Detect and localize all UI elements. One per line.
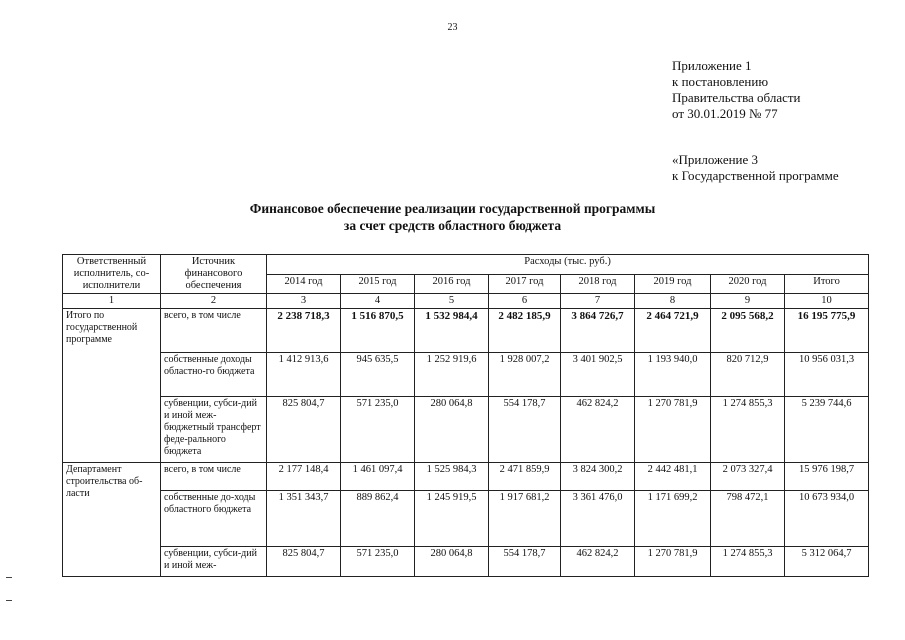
column-number: 7 [561,294,635,309]
source-cell: субвенции, субси-дий и иной меж-бюджетный трансферт феде-рального бюджета [161,397,267,463]
header-year: 2017 год [489,274,561,294]
value-cell: 798 472,1 [711,491,785,547]
document-title [0,200,905,234]
appendix-line: Приложение 1 [672,58,752,73]
column-number: 4 [341,294,415,309]
value-cell: 1 461 097,4 [341,463,415,491]
value-cell: 5 312 064,7 [785,547,869,577]
appendix-line: от 30.01.2019 № 77 [672,106,778,121]
value-cell: 1 525 984,3 [415,463,489,491]
header-year: 2015 год [341,274,415,294]
appendix-line: «Приложение 3 [672,152,759,167]
value-cell: 1 245 919,5 [415,491,489,547]
appendix-line: к Государственной программе [672,168,839,183]
column-number: 5 [415,294,489,309]
value-cell: 2 442 481,1 [635,463,711,491]
table-row [63,463,869,491]
value-cell: 1 532 984,4 [415,309,489,353]
value-cell: 945 635,5 [341,353,415,397]
value-cell: 280 064,8 [415,547,489,577]
column-number: 10 [785,294,869,309]
header-row [63,255,869,275]
value-cell: 3 401 902,5 [561,353,635,397]
value-cell: 1 274 855,3 [711,547,785,577]
header-year: 2018 год [561,274,635,294]
financing-table [62,254,869,577]
value-cell: 3 824 300,2 [561,463,635,491]
header-year: 2020 год [711,274,785,294]
column-number: 2 [161,294,267,309]
value-cell: 554 178,7 [489,547,561,577]
value-cell: 825 804,7 [267,547,341,577]
header-year: 2014 год [267,274,341,294]
header-total: Итого [785,274,869,294]
value-cell: 554 178,7 [489,397,561,463]
column-number: 6 [489,294,561,309]
value-cell: 10 673 934,0 [785,491,869,547]
value-cell: 15 976 198,7 [785,463,869,491]
value-cell: 2 238 718,3 [267,309,341,353]
source-cell: всего, в том числе [161,463,267,491]
appendix-block [672,58,839,184]
header-source: Источник финансового обеспечения [161,255,267,294]
header-responsible: Ответственный исполнитель, со-исполнители [63,255,161,294]
value-cell: 825 804,7 [267,397,341,463]
table-row [63,547,869,577]
value-cell: 1 270 781,9 [635,397,711,463]
value-cell: 1 193 940,0 [635,353,711,397]
value-cell: 10 956 031,3 [785,353,869,397]
table-row [63,491,869,547]
value-cell: 1 351 343,7 [267,491,341,547]
responsible-cell: Департамент строительства об-ласти [63,463,161,577]
value-cell: 1 270 781,9 [635,547,711,577]
column-number: 1 [63,294,161,309]
title-line: за счет средств областного бюджета [343,218,562,233]
margin-mark [6,577,12,578]
value-cell: 3 864 726,7 [561,309,635,353]
responsible-cell: Итого по государственной программе [63,309,161,463]
value-cell: 3 361 476,0 [561,491,635,547]
column-number: 3 [267,294,341,309]
value-cell: 571 235,0 [341,397,415,463]
value-cell: 820 712,9 [711,353,785,397]
column-number: 9 [711,294,785,309]
value-cell: 1 171 699,2 [635,491,711,547]
value-cell: 2 095 568,2 [711,309,785,353]
column-number: 8 [635,294,711,309]
source-cell: собственные доходы областно-го бюджета [161,353,267,397]
value-cell: 2 464 721,9 [635,309,711,353]
value-cell: 2 471 859,9 [489,463,561,491]
value-cell: 5 239 744,6 [785,397,869,463]
table-row [63,397,869,463]
value-cell: 571 235,0 [341,547,415,577]
margin-mark [6,600,12,601]
value-cell: 1 516 870,5 [341,309,415,353]
appendix-line: к постановлению [672,74,769,89]
appendix-line: Правительства области [672,90,801,105]
value-cell: 1 274 855,3 [711,397,785,463]
source-cell: собственные до-ходы областного бюджета [161,491,267,547]
header-expenses: Расходы (тыс. руб.) [267,255,869,275]
value-cell: 1 252 919,6 [415,353,489,397]
value-cell: 2 073 327,4 [711,463,785,491]
title-line: Финансовое обеспечение реализации государственной программы [249,201,656,216]
value-cell: 280 064,8 [415,397,489,463]
value-cell: 2 482 185,9 [489,309,561,353]
source-cell: всего, в том числе [161,309,267,353]
table-row [63,353,869,397]
column-numbers-row [63,294,869,309]
value-cell: 1 412 913,6 [267,353,341,397]
table-row [63,309,869,353]
page-number: 23 [447,22,458,33]
value-cell: 889 862,4 [341,491,415,547]
value-cell: 462 824,2 [561,547,635,577]
value-cell: 2 177 148,4 [267,463,341,491]
source-cell: субвенции, субси-дий и иной меж- [161,547,267,577]
value-cell: 1 928 007,2 [489,353,561,397]
value-cell: 1 917 681,2 [489,491,561,547]
value-cell: 16 195 775,9 [785,309,869,353]
header-year: 2019 год [635,274,711,294]
value-cell: 462 824,2 [561,397,635,463]
header-year: 2016 год [415,274,489,294]
